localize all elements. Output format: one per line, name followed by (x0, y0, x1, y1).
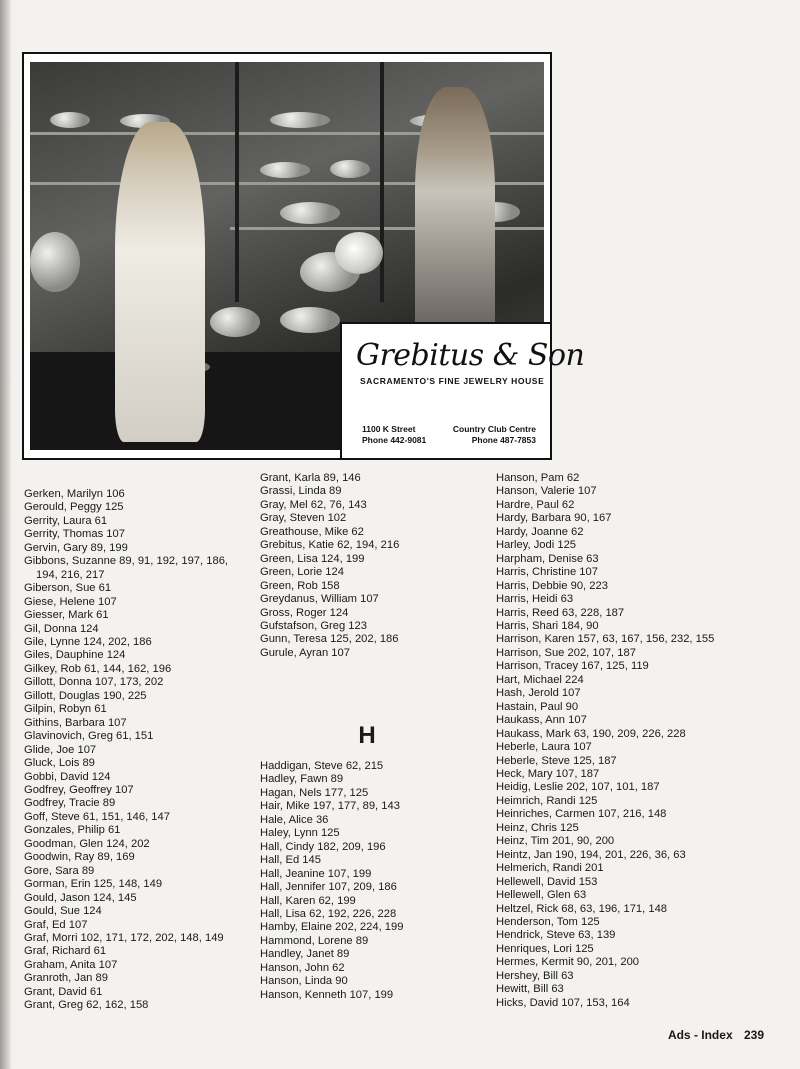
index-entry: Heberle, Steve 125, 187 (496, 754, 617, 767)
index-entry: Hastain, Paul 90 (496, 700, 579, 713)
index-entry: Heidig, Leslie 202, 107, 101, 187 (496, 781, 660, 794)
index-entry: Hardy, Barbara 90, 167 (496, 512, 612, 525)
index-entry: Green, Lorie 124 (260, 566, 344, 579)
advertisement (22, 52, 585, 460)
index-entry: Handley, Janet 89 (260, 948, 350, 961)
index-entry: Gobbi, David 124 (24, 770, 111, 783)
section-letter-heading: H (358, 722, 376, 749)
index-entry: Hadley, Fawn 89 (260, 773, 344, 786)
index-entry: Heltzel, Rick 68, 63, 196, 171, 148 (496, 902, 668, 915)
index-entry: Heck, Mary 107, 187 (496, 767, 600, 780)
index-entry: Harrison, Karen 157, 63, 167, 156, 232, 155 (496, 633, 715, 646)
index-entry: Hardre, Paul 62 (496, 498, 575, 511)
index-entry: Gray, Mel 62, 76, 143 (260, 498, 367, 511)
store-tagline: SACRAMENTO'S FINE JEWELRY HOUSE (360, 376, 545, 386)
index-entry: Giles, Dauphine 124 (24, 649, 126, 662)
index-entry: Hall, Karen 62, 199 (260, 894, 356, 907)
store-photo (30, 62, 585, 450)
index-entry: Gould, Sue 124 (24, 905, 102, 918)
index-entry: Hanson, Kenneth 107, 199 (260, 988, 394, 1001)
index-entry: Gerould, Peggy 125 (24, 501, 124, 514)
index-entry: Harrison, Tracey 167, 125, 119 (496, 660, 649, 673)
index-entry: Hamby, Elaine 202, 224, 199 (260, 921, 404, 934)
index-entry: Hall, Jennifer 107, 209, 186 (260, 881, 397, 894)
index-entry: Gerrity, Thomas 107 (24, 528, 125, 541)
store-address-downtown (362, 424, 426, 446)
index-entry: Gilpin, Robyn 61 (24, 703, 107, 716)
index-column-3 (496, 472, 718, 1010)
index-entry: Haukass, Ann 107 (496, 714, 587, 727)
index-entry: Harrison, Sue 202, 107, 187 (496, 646, 636, 659)
index-entry: Giesser, Mark 61 (24, 609, 109, 622)
index-entry: Grassi, Linda 89 (260, 485, 342, 498)
index-entry: Harris, Shari 184, 90 (496, 619, 599, 632)
store-logo: Grebitus & Son (356, 338, 585, 373)
index-entry: Henriques, Lori 125 (496, 942, 594, 955)
index-entry: Graf, Ed 107 (24, 918, 88, 931)
index-entry: Goodman, Glen 124, 202 (24, 837, 150, 850)
index-entry: Harris, Christine 107 (496, 566, 598, 579)
index-entry: Hendrick, Steve 63, 139 (496, 929, 616, 942)
index-entry: Harris, Heidi 63 (496, 593, 574, 606)
index-entry: Gould, Jason 124, 145 (24, 891, 137, 904)
index-entry: Hale, Alice 36 (260, 813, 329, 826)
index-entry: Heberle, Laura 107 (496, 741, 592, 754)
index-entry: Hall, Lisa 62, 192, 226, 228 (260, 907, 397, 920)
page-footer (660, 1028, 764, 1042)
index-entry: Gibbons, Suzanne 89, 91, 192, 197, 186, 194, 216, 217 (24, 555, 229, 581)
index-entry: Gufstafson, Greg 123 (260, 619, 367, 632)
index-entry: Goodwin, Ray 89, 169 (24, 851, 135, 864)
index-entry: Heimrich, Randi 125 (496, 794, 598, 807)
index-entry: Hellewell, Glen 63 (496, 889, 587, 902)
index-entry: Hart, Michael 224 (496, 673, 584, 686)
index-entry: Hammond, Lorene 89 (260, 934, 369, 947)
address-phone: Phone 442-9081 (362, 435, 427, 445)
index-entry: Glide, Joe 107 (24, 743, 97, 756)
index-entry: Grebitus, Katie 62, 194, 216 (260, 539, 400, 552)
index-entry: Gillott, Douglas 190, 225 (24, 689, 147, 702)
index-entry: Heintz, Jan 190, 194, 201, 226, 36, 63 (496, 848, 686, 861)
page-binding-shadow (0, 0, 12, 1069)
index-entry: Gunn, Teresa 125, 202, 186 (260, 633, 399, 646)
index-entry: Gile, Lynne 124, 202, 186 (24, 635, 152, 648)
index-entry: Gil, Donna 124 (24, 622, 99, 635)
index-entry: Graf, Morri 102, 171, 172, 202, 148, 149 (24, 931, 224, 944)
index-entry: Gorman, Erin 125, 148, 149 (24, 878, 163, 891)
footer-section: Ads - Index (667, 1028, 733, 1042)
address-street: Country Club Centre (452, 424, 536, 434)
index-entry: Godfrey, Tracie 89 (24, 797, 116, 810)
index-entry: Haddigan, Steve 62, 215 (260, 760, 384, 772)
index-entry: Green, Rob 158 (260, 579, 340, 592)
index-entry: Harpham, Denise 63 (496, 552, 599, 565)
index-entry: Gerken, Marilyn 106 (24, 488, 125, 500)
index-entry: Harris, Debbie 90, 223 (496, 579, 608, 592)
index-entry: Graham, Anita 107 (24, 958, 118, 971)
index-entry: Greathouse, Mike 62 (260, 525, 364, 538)
page-number: 239 (743, 1028, 764, 1042)
index-entry: Grant, David 61 (24, 985, 103, 998)
index-entry: Gilkey, Rob 61, 144, 162, 196 (24, 662, 172, 675)
index-entry: Harris, Reed 63, 228, 187 (496, 606, 625, 619)
index-entry: Giese, Helene 107 (24, 595, 117, 608)
index-column-1 (24, 488, 246, 1013)
index-entry: Hall, Ed 145 (260, 854, 321, 867)
index-column-2-g (260, 472, 482, 660)
index-entry: Green, Lisa 124, 199 (260, 552, 365, 565)
index-entry: Gross, Roger 124 (260, 606, 349, 619)
index-entry: Henderson, Tom 125 (496, 915, 600, 928)
index-entry: Glavinovich, Greg 61, 151 (24, 730, 154, 743)
index-entry: Hall, Cindy 182, 209, 196 (260, 840, 386, 853)
index-entry: Gore, Sara 89 (24, 864, 95, 877)
index-entry: Gillott, Donna 107, 173, 202 (24, 676, 164, 689)
index-entry: Hanson, Pam 62 (496, 472, 580, 484)
index-entry: Hanson, John 62 (260, 961, 345, 974)
index-entry: Gerrity, Laura 61 (24, 514, 108, 527)
index-entry: Grant, Greg 62, 162, 158 (24, 999, 149, 1012)
index-entry: Grant, Karla 89, 146 (260, 472, 361, 484)
index-entry: Hershey, Bill 63 (496, 969, 574, 982)
index-entry: Hair, Mike 197, 177, 89, 143 (260, 800, 400, 813)
index-entry: Goff, Steve 61, 151, 146, 147 (24, 810, 170, 823)
index-entry: Hardy, Joanne 62 (496, 525, 584, 538)
index-entry: Hellewell, David 153 (496, 875, 598, 888)
index-entry: Gray, Steven 102 (260, 512, 347, 525)
index-column-2-h (260, 760, 482, 1002)
index-entry: Haukass, Mark 63, 190, 209, 226, 228 (496, 727, 686, 740)
index-entry: Gonzales, Philip 61 (24, 824, 121, 837)
index-entry: Harley, Jodi 125 (496, 539, 577, 552)
index-entry: Hash, Jerold 107 (496, 687, 581, 700)
index-entry: Hanson, Valerie 107 (496, 485, 597, 498)
index-entry: Hicks, David 107, 153, 164 (496, 996, 630, 1009)
index-entry: Helmerich, Randi 201 (496, 862, 604, 875)
index-entry: Haley, Lynn 125 (260, 827, 340, 840)
index-entry: Granroth, Jan 89 (24, 972, 108, 985)
store-ad-panel (340, 322, 585, 458)
index-entry: Heinz, Chris 125 (496, 821, 579, 834)
index-entry: Gervin, Gary 89, 199 (24, 541, 128, 554)
index-entry: Gluck, Lois 89 (24, 757, 95, 770)
index-entry: Heinriches, Carmen 107, 216, 148 (496, 808, 667, 821)
store-address-country-club (453, 424, 536, 446)
index-entry: Gurule, Ayran 107 (260, 646, 350, 659)
index-entry: Graf, Richard 61 (24, 945, 107, 958)
index-entry: Hagan, Nels 177, 125 (260, 786, 369, 799)
address-street: 1100 K Street (362, 424, 416, 434)
index-entry: Hewitt, Bill 63 (496, 983, 564, 996)
index-entry: Godfrey, Geoffrey 107 (24, 783, 134, 796)
index-entry: Greydanus, William 107 (260, 593, 379, 606)
index-entry: Hall, Jeanine 107, 199 (260, 867, 372, 880)
index-entry: Heinz, Tim 201, 90, 200 (496, 835, 615, 848)
index-entry: Hermes, Kermit 90, 201, 200 (496, 956, 640, 969)
index-entry: Hanson, Linda 90 (260, 975, 348, 988)
index-entry: Giberson, Sue 61 (24, 582, 112, 595)
index-entry: Githins, Barbara 107 (24, 716, 127, 729)
address-phone: Phone 487-7853 (471, 435, 536, 445)
